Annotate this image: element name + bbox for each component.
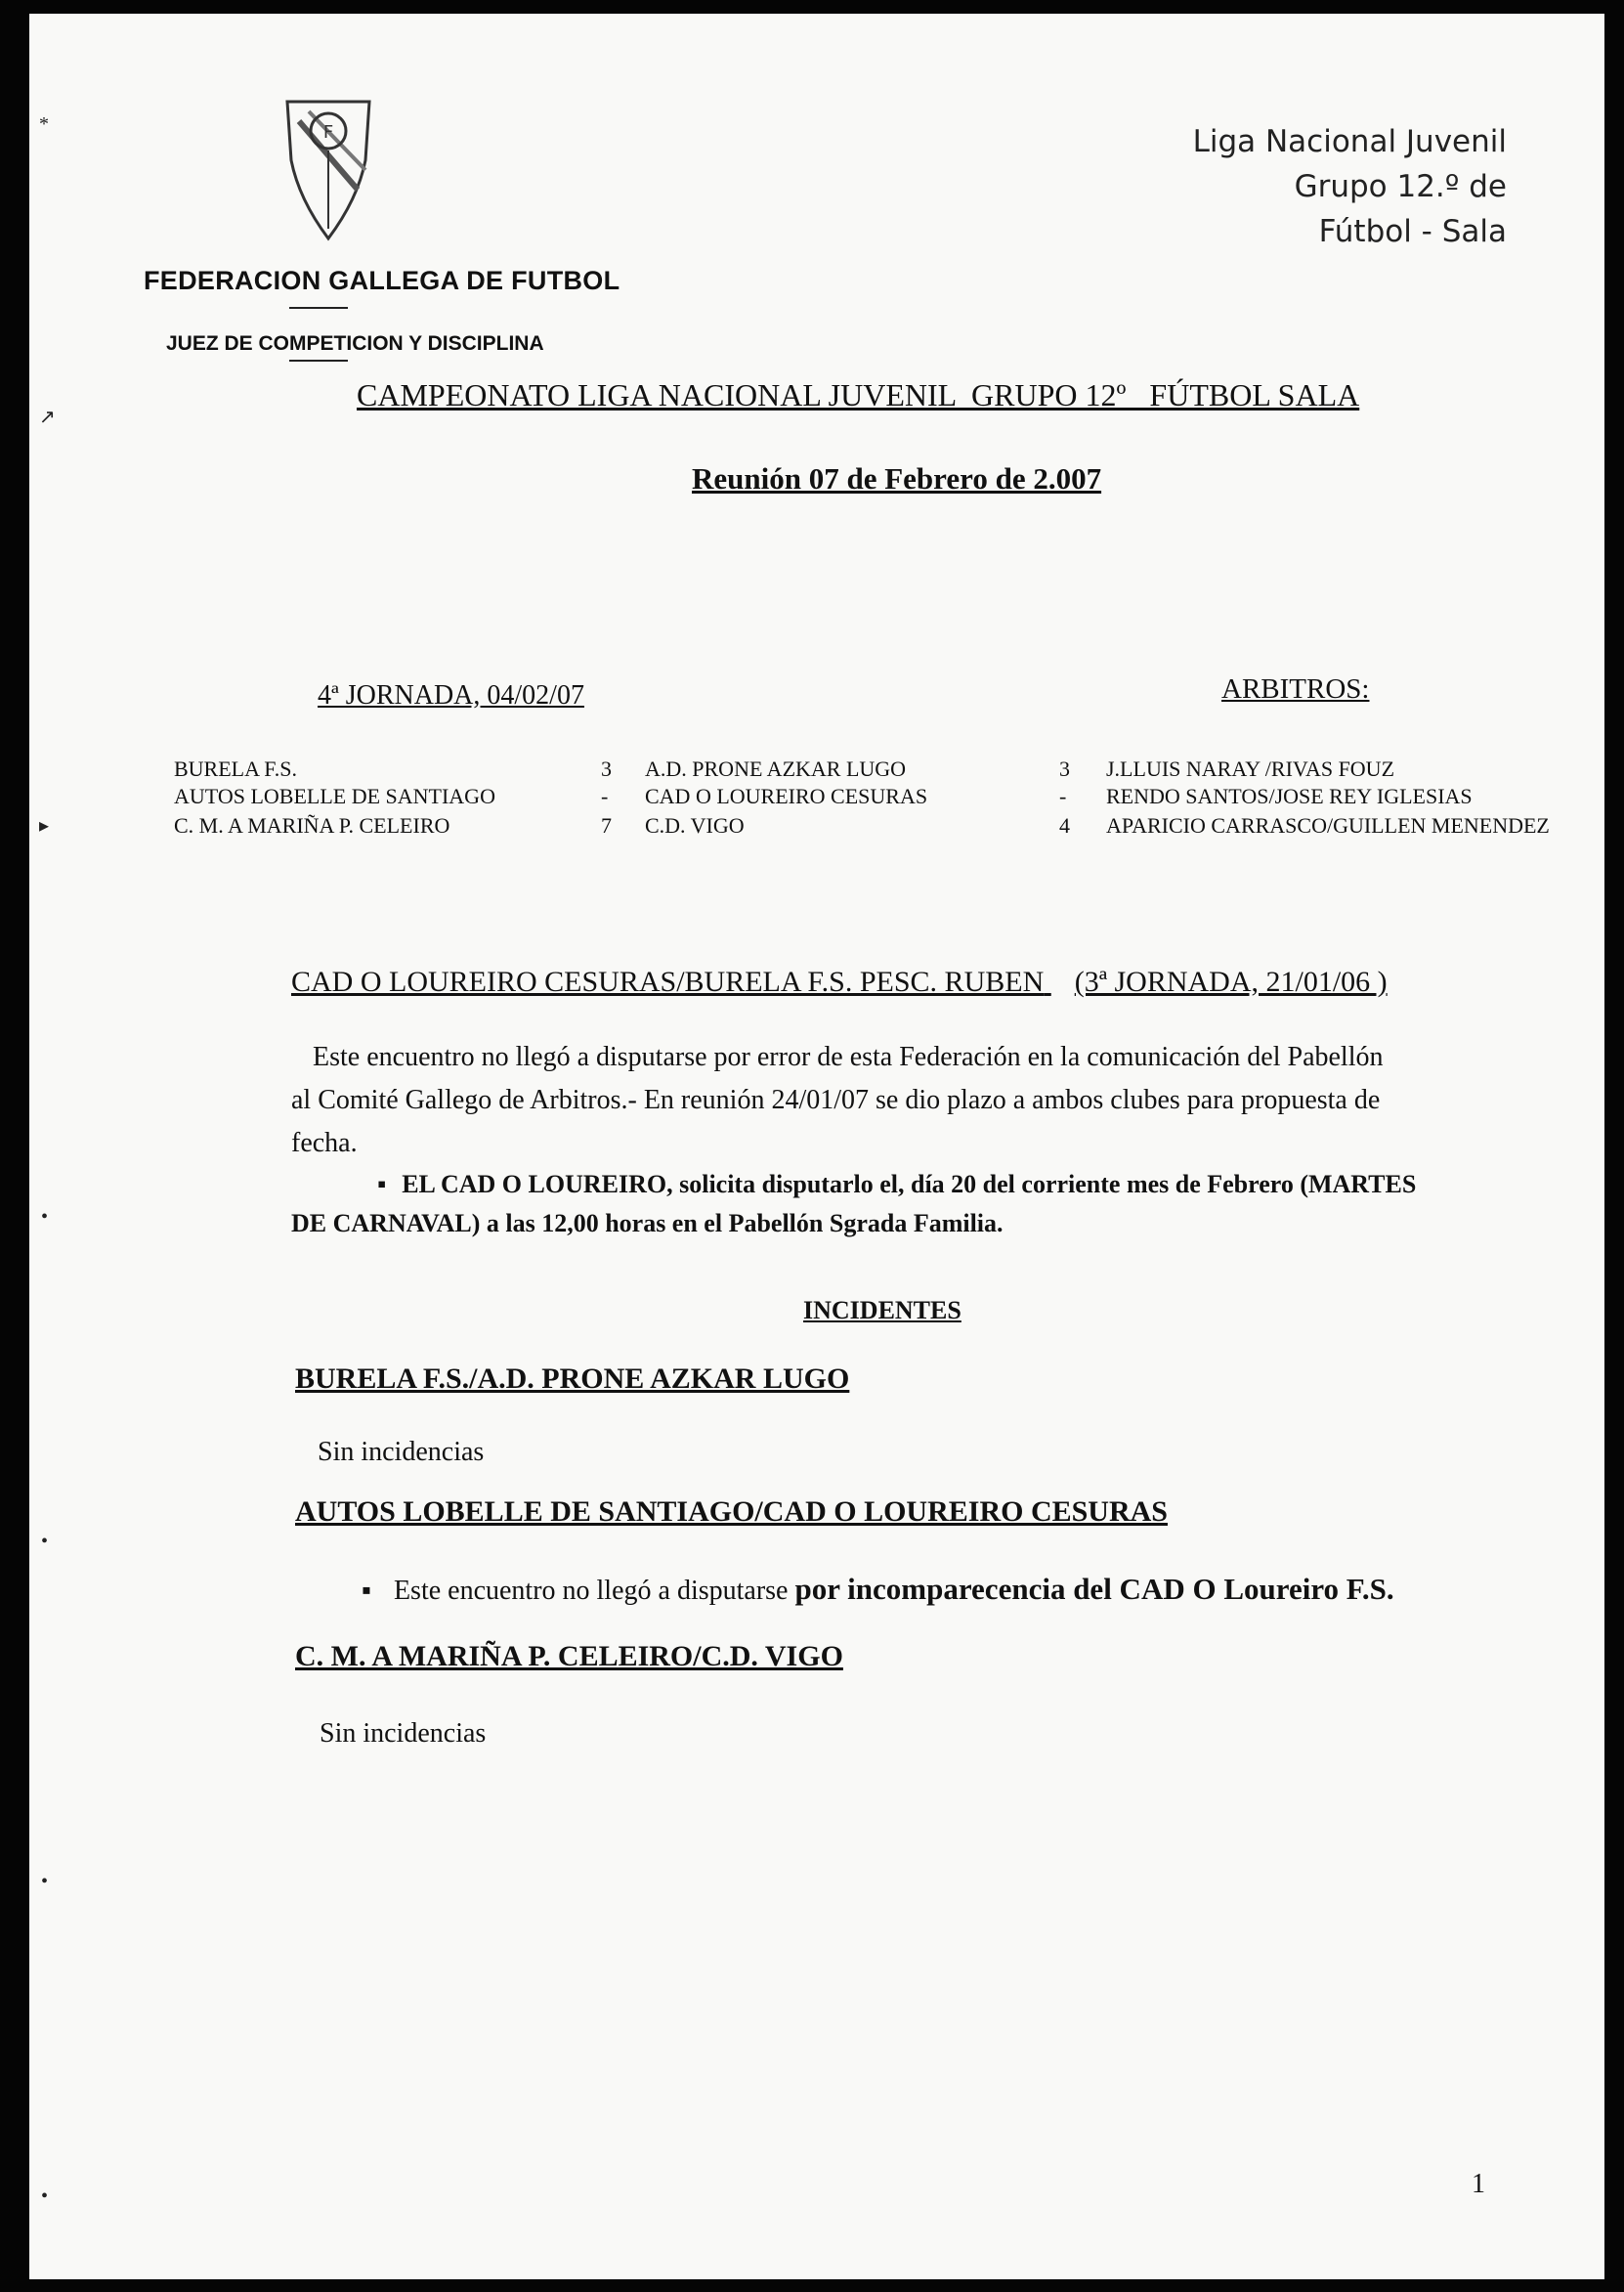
incident-text: Sin incidencias [320, 1718, 487, 1749]
federation-name: FEDERACION GALLEGA DE FUTBOL [144, 266, 620, 295]
paragraph-line: al Comité Gallego de Arbitros.- En reunión 24/01/07 se dio plazo a ambos clubes para propuesta de [291, 1085, 1381, 1115]
referees: RENDO SANTOS/JOSE REY IGLESIAS [1106, 784, 1473, 808]
scan-mark: • [41, 1871, 49, 1892]
home-team: BURELA F.S. [174, 757, 297, 781]
pending-match-heading [291, 966, 1388, 999]
incident-match: C. M. A MARIÑA P. CELEIRO/C.D. VIGO [295, 1640, 843, 1672]
page-number: 1 [1472, 2169, 1485, 2199]
referees-heading: ARBITROS: [1221, 673, 1370, 705]
league-line-3: Fútbol - Sala [1318, 214, 1507, 249]
incident-match: AUTOS LOBELLE DE SANTIAGO/CAD O LOUREIRO CESURAS [295, 1495, 1168, 1528]
paragraph-line: Este encuentro no llegó a disputarse por error de esta Federación en la comunicación del Pabellón [313, 1042, 1384, 1072]
page-title: CAMPEONATO LIGA NACIONAL JUVENIL GRUPO 12º FÚTBOL SALA [357, 377, 1360, 412]
table-row [174, 813, 1581, 843]
committee-name: JUEZ DE COMPETICION Y DISCIPLINA [166, 332, 544, 355]
scan-mark: • [41, 1531, 49, 1552]
pending-request [291, 1165, 1561, 1243]
scan-mark: ↗ [39, 407, 56, 428]
divider [289, 360, 348, 362]
incident-text: Sin incidencias [318, 1437, 485, 1467]
home-score: 7 [601, 813, 612, 838]
incident-text [362, 1568, 1394, 1613]
league-line-2: Grupo 12.º de [1294, 169, 1507, 204]
scan-mark: ▸ [39, 815, 50, 837]
home-score: - [601, 784, 609, 808]
league-label [1193, 119, 1507, 254]
pending-match-teams: CAD O LOUREIRO CESURAS/BURELA F.S. PESC. RUBEN [291, 966, 1045, 998]
away-score: 3 [1059, 757, 1070, 781]
request-line: DE CARNAVAL) a las 12,00 horas en el Pabellón Sgrada Familia. [291, 1209, 1004, 1237]
scan-mark: • [41, 2185, 49, 2207]
scan-mark: * [39, 113, 49, 135]
away-team: CAD O LOUREIRO CESURAS [645, 784, 928, 808]
league-line-1: Liga Nacional Juvenil [1192, 124, 1507, 159]
away-score: - [1059, 784, 1067, 808]
incident-text-bold: por incomparecencia del CAD O Loureiro F.S. [794, 1572, 1394, 1606]
away-team: C.D. VIGO [645, 813, 745, 838]
divider [289, 307, 348, 309]
shield-crest-icon [279, 92, 377, 244]
request-line: ▪ EL CAD O LOUREIRO, solicita disputarlo el, día 20 del corriente mes de Febrero (MARTES [291, 1165, 1561, 1204]
table-row [174, 757, 1581, 786]
table-row [174, 784, 1581, 813]
svg-text:F: F [322, 122, 334, 143]
home-team: AUTOS LOBELLE DE SANTIAGO [174, 784, 495, 808]
scan-mark: • [41, 1206, 49, 1228]
pending-paragraph [291, 1036, 1561, 1165]
incident-match: BURELA F.S./A.D. PRONE AZKAR LUGO [295, 1362, 850, 1395]
incident-text-normal: Este encuentro no llegó a disputarse [393, 1576, 789, 1606]
round-heading: 4ª JORNADA, 04/02/07 [318, 680, 584, 711]
home-score: 3 [601, 757, 612, 781]
away-score: 4 [1059, 813, 1070, 838]
pending-match-round: (3ª JORNADA, 21/01/06 ) [1074, 966, 1388, 998]
referees: J.LLUIS NARAY /RIVAS FOUZ [1106, 757, 1395, 781]
paragraph-line: fecha. [291, 1128, 358, 1158]
incidents-heading: INCIDENTES [803, 1296, 962, 1324]
away-team: A.D. PRONE AZKAR LUGO [645, 757, 907, 781]
document-page [29, 14, 1604, 2279]
meeting-date: Reunión 07 de Febrero de 2.007 [692, 461, 1102, 496]
referees: APARICIO CARRASCO/GUILLEN MENENDEZ [1106, 813, 1550, 838]
home-team: C. M. A MARIÑA P. CELEIRO [174, 813, 450, 838]
